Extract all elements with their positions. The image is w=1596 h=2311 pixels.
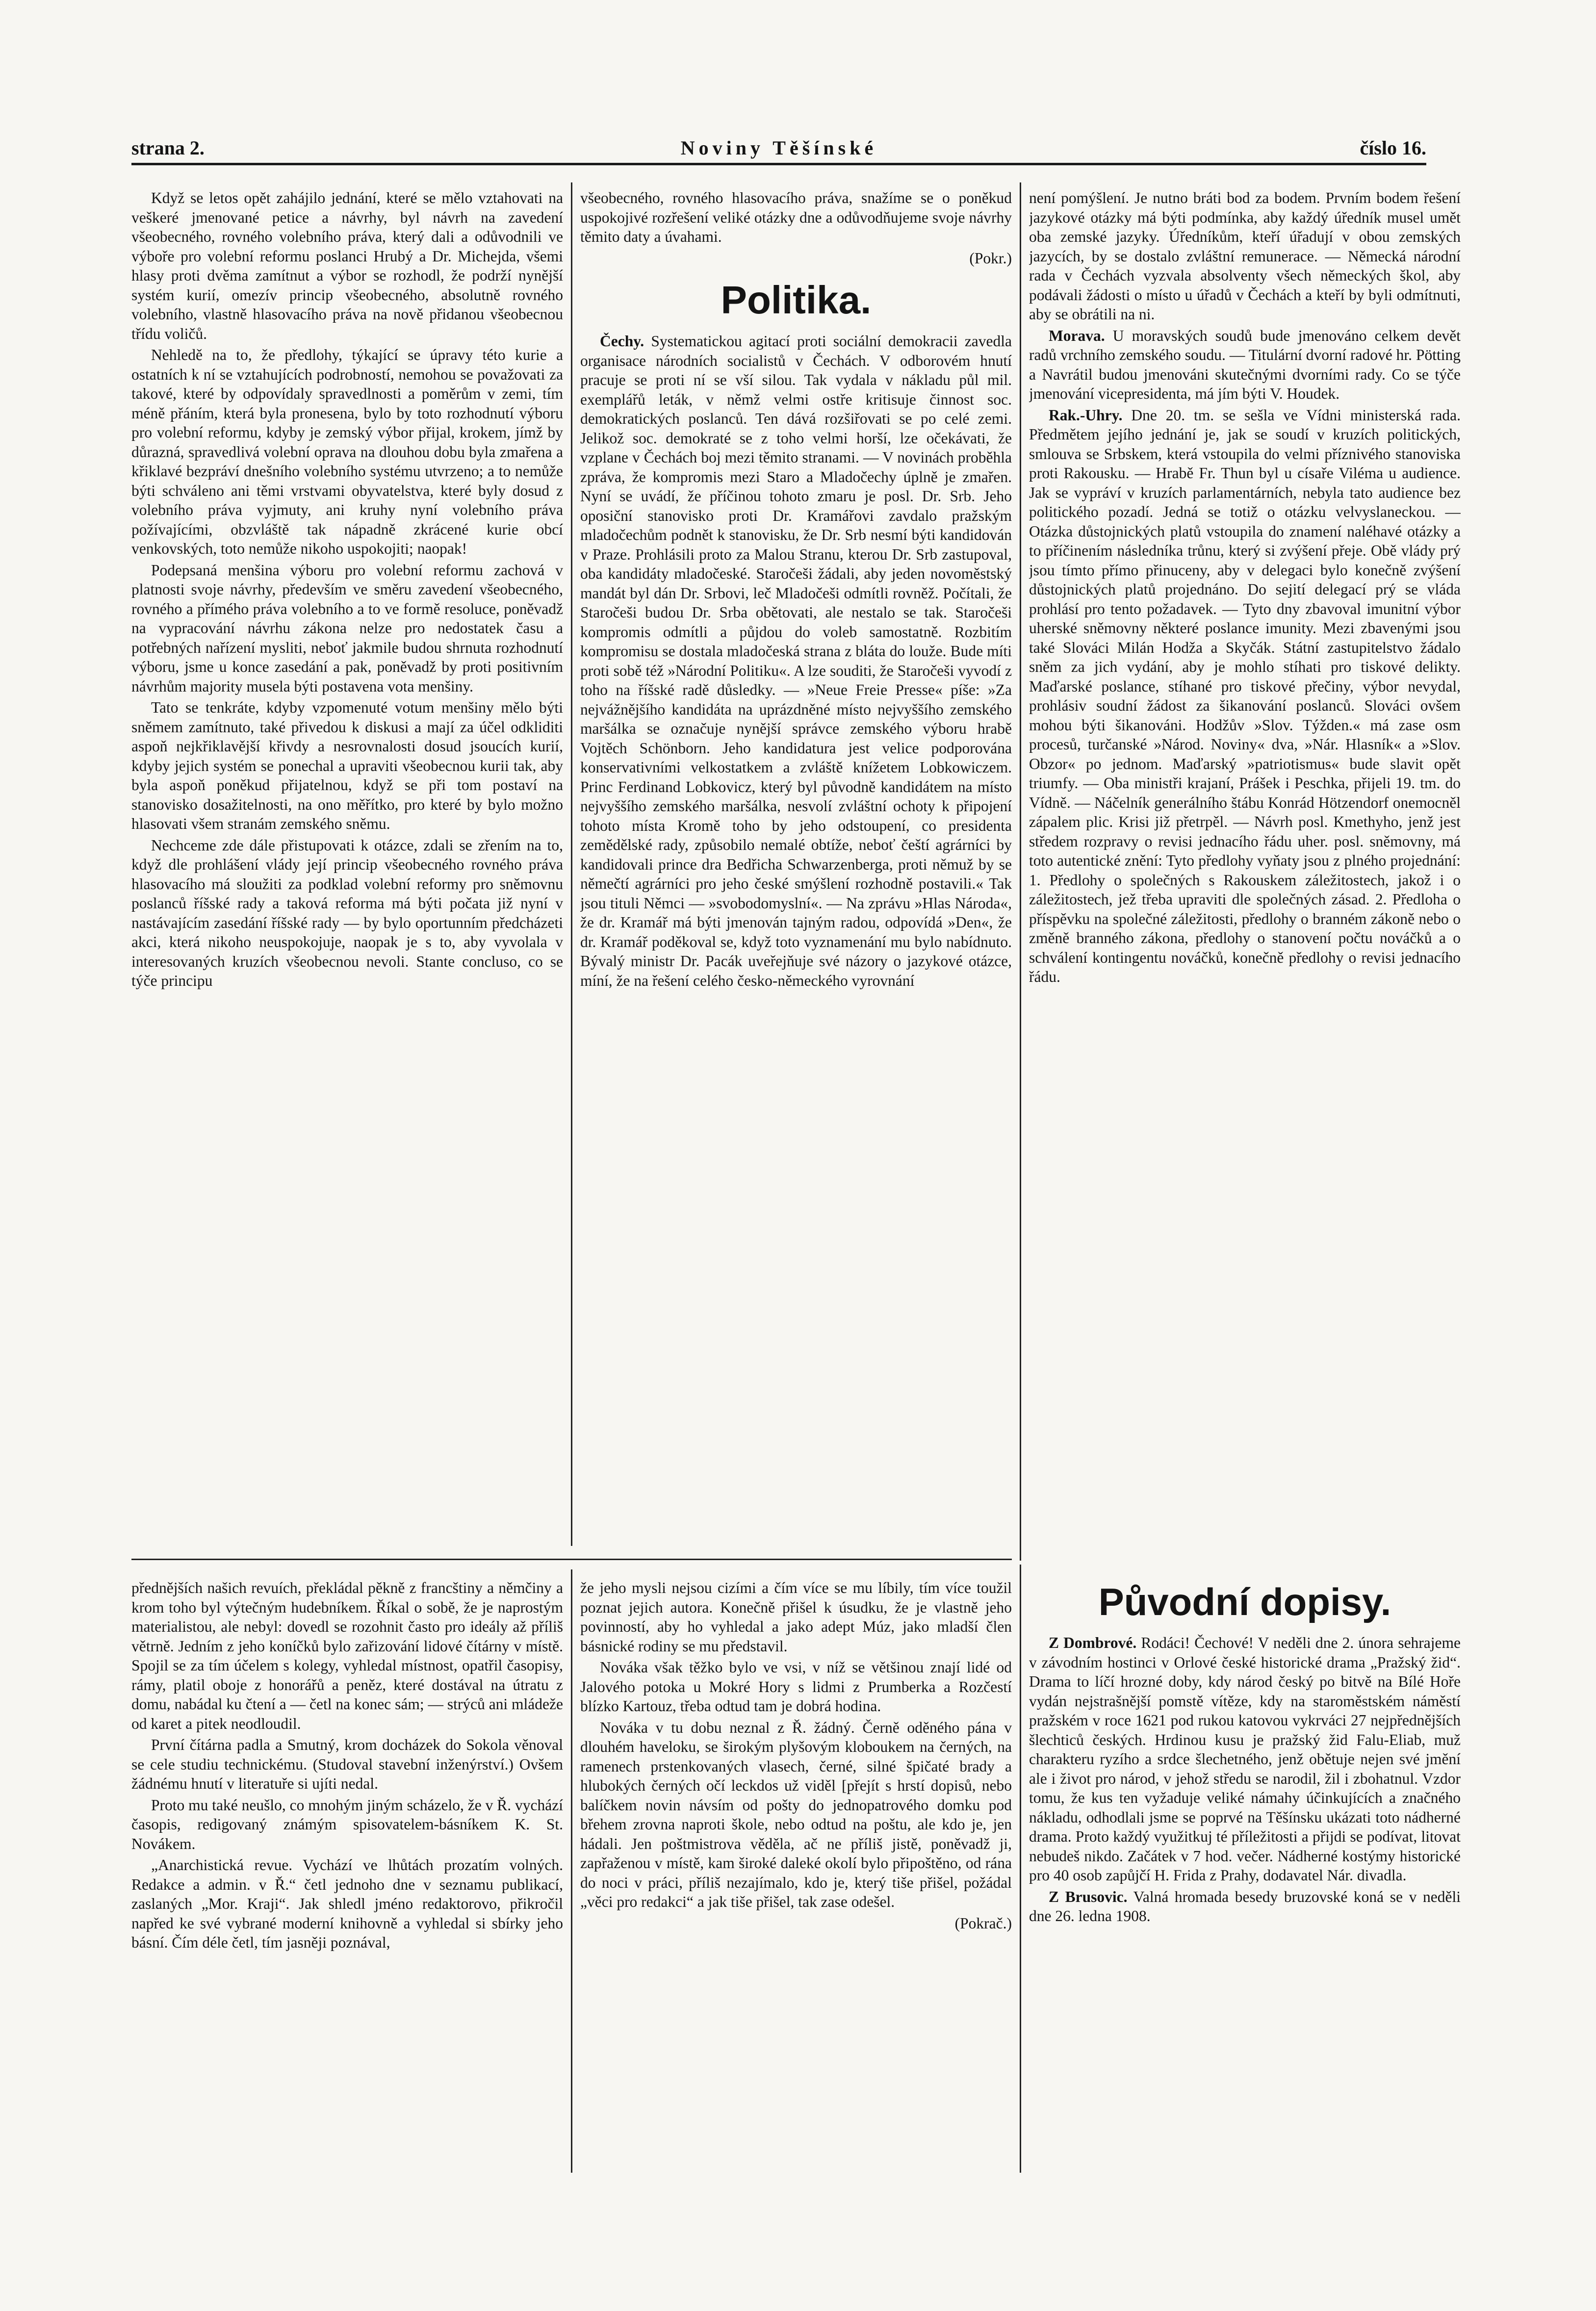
paragraph: není pomýšlení. Je nutno bráti bod za bodem. Prvním bodem řešení jazykové otázky má býti podmínka, aby každý úředník musel umět oba zemské jazyky. Úředníkům, kteří úřadují v obou zemských jazycích, by se dostalo zvláštní remunerace. — Německá národní rada v Čechách vyzvala absolventy všech německých škol, aby podávali žádosti o místo u úřadů v Čechách a kteří by byli odmítnuti, aby se obrátili na ni. — [1029, 189, 1461, 323]
letters-column — [1029, 1569, 1461, 2178]
feuilleton-column-2 — [580, 1578, 1012, 2167]
paragraph: Nováka v tu dobu neznal z Ř. žádný. Černě oděného pána v dlouhém havelоku, se širokým plyšovým kloboukem na černých, na ramenech prstenkovaných vlasech, černé, silné špičaté brady a hlubokých černých očí leckdos už viděl [přejít s hrstí dopisů, nebo balíčkem novin návsím od pošty do jednopatrového domku pod břehem zrovna naproti škole, nebo odtud na poštu, ale kdo je, jen hádali. Jen poštmistrova věděla, ač ne příliš jistě, poněvadž ji, zapřaženou v místě, kam široké daleké okolí bylo připoštěno, od rána do noci v práci, příliš nezajímalo, kdo je, který tiše přišel, požádal „věci pro redakci“ a jak tiše přišel, tak zase odešel. — [580, 1719, 1012, 1910]
header-rule — [131, 163, 1426, 165]
continued-note: (Pokr.) — [969, 249, 1012, 267]
paragraph: Tato se tenkráte, kdyby vzpomenuté votum menšiny mělo býti sněmem zamítnuto, také přivedou k diskusi a mají za účel odkliditi aspoň nejkřiklavější křivdy a nesrovnalosti dosud jsoucích kurií, kdyby jejich systém se ponechal a upraviti všeobecnou kurii tak, aby byla aspoň poněkud přijatelnou, když se při tom postaví na stanovisko dosažitelnosti, na ono měřítko, pro které by bylo možno hlasovati všem stranám zemského sněmu. — [131, 699, 563, 832]
page-header — [131, 136, 1426, 161]
section-heading-dopisy: Původní dopisy. — [1098, 1580, 1391, 1623]
column-divider — [571, 182, 572, 1546]
paragraph: Podepsaná menšina výboru pro volební reformu zachová v platnosti svoje návrhy, především ve směru zavedení všeobecného, rovného a přímého práva volebního a to ve formě resoluce, poněvadž na vypracování návrhu zákona nelze pro nedostatek času a potřebných nařízení mysliti, neboť jakmile budou shrnuta rozhodnutí výboru, jsme u konce zasedání a pak, poněvadž by proti positivním návrhům majority musela býti postavena vota menšiny. — [131, 561, 563, 695]
paragraph — [1029, 1887, 1461, 1926]
article-column-2 — [580, 188, 1012, 1537]
issue-number: číslo 16. — [1360, 137, 1426, 159]
paragraph: Když se letos opět zahájilo jednání, které se mělo vztahovati na veškeré jmenované petice a návrhy, byl návrh na zavedení všeobecného, rovného volebního práva, který dali a odůvodnili ve výboře pro volební reformu poslanci Hrubý a Dr. Michejda, všemi hlasy proti dvěma zamítnut a výbor se rozhodl, že podrží nynější systém kurií, omezív princip všeobecného, absolutně rovného volebního, vlastně hlasovacího práva na nově přidanou všeobecnou třídu voličů. — [131, 189, 563, 342]
paragraph-text: U moravských soudů bude jmenováno celkem devět radů vrchního zemského soudu. — Titulární dvorní radové hr. Pötting a Navrátil budou jmenováni skutečnými dvorními rady. Co se týče jmenování vicepresidenta, má jím býti V. Houdek. — [1029, 327, 1461, 402]
paragraph — [1029, 406, 1461, 987]
paragraph: „Anarchistická revue. Vychází ve lhůtách prozatím volných. Redakce a admin. v Ř.“ četl jednoho dne v seznamu publikací, zaslaných „Mor. Kraji“. Jak shledl jméno redaktorovo, přikročil napřed ke své vybrané moderní knihovně a vyhledal si sbírky jeho básní. Čím déle četl, tím jasněji poznával, — [131, 1856, 563, 1951]
place-label: Z Dombrové. — [1049, 1634, 1137, 1651]
region-label: Čechy. — [600, 333, 644, 350]
paragraph: Nováka však těžko bylo ve vsi, v níž se většinou znají lidé od Jalového potoka u Mokré Hory s lidmi z Prumberka a Rozčestí blízko Kartouz, třeba odtud tam je dobrá hodina. — [580, 1659, 1012, 1715]
region-label: Morava. — [1049, 327, 1105, 344]
paragraph-text: Rodáci! Čechové! V neděli dne 2. února sehrajeme v závodním hostinci v Orlové české historické drama „Pražský žid“. Drama to líčí hrozné doby, kdy národ český po bitvě na Bílé Hoře vydán nejstrašnější pomstě vítěze, kdy na staroměstském náměstí pražském v roce 1621 pod rukou katovou vykrváci 27 nejpřednějších šlechticů českých. Hrdinou kusu je pražský žid Falu-Eliab, muž charakteru ryzího a srdce šlechetného, jenž obětuje nejen své jmění ale i život pro národ, v jehož středu se narodil, žil i zbohatnul. Vzdor tomu, že kus ten vyžaduje veliké námahy účinkujících a značného nákladu, odhodlali jsme se poprvé na Těšínsku ukázati toto nádherné drama. Proto každý využitkuj té příležitosti a přijdi se podívat, litovat nebudeš nikdo. Začátek v 7 hod. večer. Nádherné kostýmy historické pro 40 osob zapůjčí H. Frida z Prahy, dodavatel Nár. divadla. — [1029, 1634, 1461, 1884]
paragraph: První čítárna padla a Smutný, krom docházek do Sokola věnoval se cele studiu technickému. (Studoval stavební inženýrství.) Ovšem žádnému hnutí v literatuře si ujíti nedal. — [131, 1736, 563, 1792]
paragraph — [1029, 1633, 1461, 1885]
paragraph: Proto mu také neušlo, co mnohým jiným scházelo, že v Ř. vychází časopis, redigovaný známým spisovatelem-básníkem K. St. Novákem. — [131, 1796, 563, 1852]
place-label: Z Brusovic. — [1049, 1888, 1128, 1905]
page-number: strana 2. — [131, 137, 205, 159]
paragraph: že jeho mysli nejsou cizími a čím více se mu líbily, tím více toužil poznat jejich autora. Konečně přišel k úsudku, že je vlastně jeho povinností, aby ho vyhledal a jako adept Múz, jako mladší člen básnické rodiny se mu představil. — [580, 1579, 1012, 1655]
paragraph — [1029, 326, 1461, 404]
paragraph-text: Dne 20. tm. se sešla ve Vídni ministerská rada. Předmětem jejího jednání je, jak se soudí v kruzích politických, smlouva se Srbskem, která vstoupila do velmi příznivého stanoviska proti Rakousku. — Hrabě Fr. Thun byl u císaře Viléma u audience. Jak se vypráví v kruzích parlamentárních, nebyla tato audience bez politického pozadí. Jedná se totiž o otázku velvyslaneckou. — Otázka důstojnických platů vstoupila do znamení naléhavé otázky a to příčinením následníka trůnu, který si zvýšení přeje. Obě vlády prý jsou tímto přímo přinuceny, aby v delegaci bylo konečně zvýšení důstojnických platů projednáno. Do sejití delegací prý se vláda prohlásí pro tento požadavek. — Tyto dny zbavoval imunitní výbor uherské sněmovny některé poslance imunity. Mezi zbavenými jsou také Slováci Milán Hodža a Skyčák. Státní zastupitelstvo žádalo sněm za jich vydání, aby je mohlo stíhati pro tiskové delikty. Maďarské poslance, stíhané pro tiskové přečiny, výbor nevydal, prohlásiv soudní žádost za šikanování poslanců. Slováci ovšem mohou býti šikanováni. Hodžův »Slov. Týžden.« má zase osm procesů, turčanské »Národ. Noviny« dva, »Nár. Hlasník« a »Slov. Obzor« po jednom. Maďarský »patriotismus« bude slavit opět triumfy. — Oba ministři krajaní, Prášek i Peschka, přijeli 19. tm. do Vídně. — Náčelník generálního štábu Konrád Hötzendorf onemocněl zápalem plic. Krisi již přetrpěl. — Návrh posl. Kmethyho, jenž jest středem rozpravy o revisi jednacího řádu uher. posl. sněmovny, má toto autentické znění: Tyto předlohy vyňaty jsou z plného projednání: 1. Předlohy o společných s Rakouskem záležitostech, jakož i o záležitostech, jež třeba upraviti dle společných zásad. 2. Předloha o příspěvku na společné záležitosti, předlohy o branném zákoně nebo o změně branného zákona, předlohy o stanovení počtu nováčků a o schválení kontingentu nováčků, konečně předlohy o revisi jednacího řádu. — [1029, 406, 1461, 985]
article-column-1 — [131, 188, 563, 1537]
paragraph: Nehledě na to, že předlohy, týkající se úpravy této kurie a ostatních k ní se vztahujících podrobností, nemohou se považovati za takové, které by odpovídaly spravedlnosti a poměrům v zemi, tím méně přáním, která byla pronesena, bylo by toto rozhodnutí výboru pro volební reformu, kdyby je zemský výbor přijal, krokem, jímž by důrazná, spravedlivá volební oprava na dlouhou dobu byla zmařena a křiklavé bezpráví dnešního volebního systému utvrzeno; a to nemůže býti schváleno ani těmi vrstvami obyvatelstva, které byly dosud z volebního práva vyjmuty, ani kruhy nyní volebního práva požívajícími, obzvláště tak nápadně zkrácené kurie obcí venkovských, toto nemůže nikoho uspokojiti; naopak! — [131, 346, 563, 557]
masthead-title: Noviny Těšínské — [680, 137, 877, 159]
column-divider — [1020, 182, 1021, 1561]
paragraph-text: Systematickou agitací proti sociální demokracii zavedla organisace národních socialistů v Čechách. V odborovém hnutí pracuje se proti ní se vší silou. Tak vydala v nákladu půl mil. exemplářů leták, v němž velmi ostře kritisuje činnost soc. demokratických poslanců. Ten dává rozšiřovati se po celé zemi. Jelikož soc. demokraté se z toho velmi horší, lze očekávati, že vzplane v Čechách boj mezi těmito stranami. — V novinách proběhla zpráva, že kompromis mezi Staro a Mladočechy úplně je zmařen. Nyní se uvádí, že příčinou tohoto zmaru je posl. Dr. Srb. Jeho oposiční stanovisko proti Dr. Kramářovi zavdalo pražským mladočechům podnět k stanovisku, že Dr. Srb nesmí býti kandidován v Praze. Prohlásili proto za Malou Stranu, kterou Dr. Srb zastupoval, oba kandidáty mladočeské. Staročeši žádali, aby jeden novoměstský mandát byl dán Dr. Srbovi, leč Mladočeši odmítli rovněž. Počítali, že Staročeši budou Dr. Srba obětovati, ale nestalo se tak. Staročeši kompromis odmítli a půjdou do voleb samostatně. Rozbitím kompromisu se dostala mladočeská strana z bláta do louže. Bude míti proti sobě též »Národní Politiku«. A lze souditi, že Staročeši vyvodí z toho na říšské radě důsledky. — »Neue Freie Presse« píše: »Za nejvážnějšího kandidáta na uprázdněné místo nejvyššího zemského maršálka se označuje nynější správce zemského výboru hrabě Vojtěch Schönborn. Jeho kandidatura jest velice podporována konservativními velkostatkem a zvláště knížetem Lobkowiczem. Princ Ferdinand Lobkovicz, který byl původně kandidátem na místo nejvyššího zemského maršálka, nesvolí zvláštní ochoty k připojení tohoto místa Kromě toho by jeho odstoupení, co presidenta zemědělské rady, způsobilo nemalé obtíže, neboť čeští agrárníci by kandidovali prince dra Bedřicha Schwarzenberga, proti němuž by se němečtí agrárníci pro jeho české smýšlení rozhodně postavili.« Tak jsou tituli Němci — »svobodomyslní«. — Na zprávu »Hlas Národa«, že dr. Kramář má býti jmenován tajným radou, odpovídá »Den«, že dr. Kramář poděkoval se, když toto vyznamenání mu bylo nabídnuto. Bývalý ministr Dr. Pacák uveřejňuje své názory o jazykové otázce, míní, že na řešení celého česko-německého vyrovnání — [580, 333, 1012, 989]
article-column-3 — [1029, 188, 1461, 1562]
region-label: Rak.-Uhry. — [1049, 406, 1123, 424]
paragraph — [580, 332, 1012, 990]
paragraph-text: Valná hromada besedy bruzovské koná se v neděli dne 26. ledna 1908. — [1029, 1888, 1461, 1925]
section-heading-politika: Politika. — [721, 278, 872, 322]
feuilleton-column-1 — [131, 1578, 563, 2167]
section-divider — [131, 1559, 1012, 1560]
paragraph: Nechceme zde dále přistupovati k otázce, zdali se zřením na to, když dle prohlášení vlády její princip všeobecného rovného práva hlasovacího má sloužiti za podklad volební reformy pro sněmovnu poslanců říšské rady a taková reforma má býti počata již nyní v nastávajícím zasedání říšské rady — by bylo oportunním předcházeti akci, která nikoho neuspokojuje, naopak je s to, aby vyvolala v interesovaných kruzích všeobecnou nevoli. Stante concluso, co se týče principu — [131, 836, 563, 989]
continued-note: (Pokrač.) — [954, 1914, 1012, 1932]
column-divider — [1020, 1565, 1021, 2173]
paragraph: přednějších našich revuích, překládal pěkně z francštiny a němčiny a krom toho byl výtečným hudebníkem. Říkal o sobě, že je naprostým materialistou, ale nebyl: dovedl se rozohnit často pro ideály až příliš větrně. Jedním z jeho koníčků bylo zařizování lidové čítárny v místě. Spojil se za tím účelem s kolegy, vyhledal místnost, opatřil časopisy, rámy, platil oboje z honorářů a peněz, které dostával na útratu z domu, nabádal ku čtení a — četl na konec sám; — strýců ani mládeže od karet a pitek neodloudil. — [131, 1579, 563, 1732]
paragraph: všeobecného, rovného hlasovacího práva, snažíme se o poněkud uspokojivé rozřešení veliké otázky dne a odůvodňujeme svoje návrhy těmito daty a úvahami. — [580, 189, 1012, 245]
column-divider — [571, 1569, 572, 2173]
